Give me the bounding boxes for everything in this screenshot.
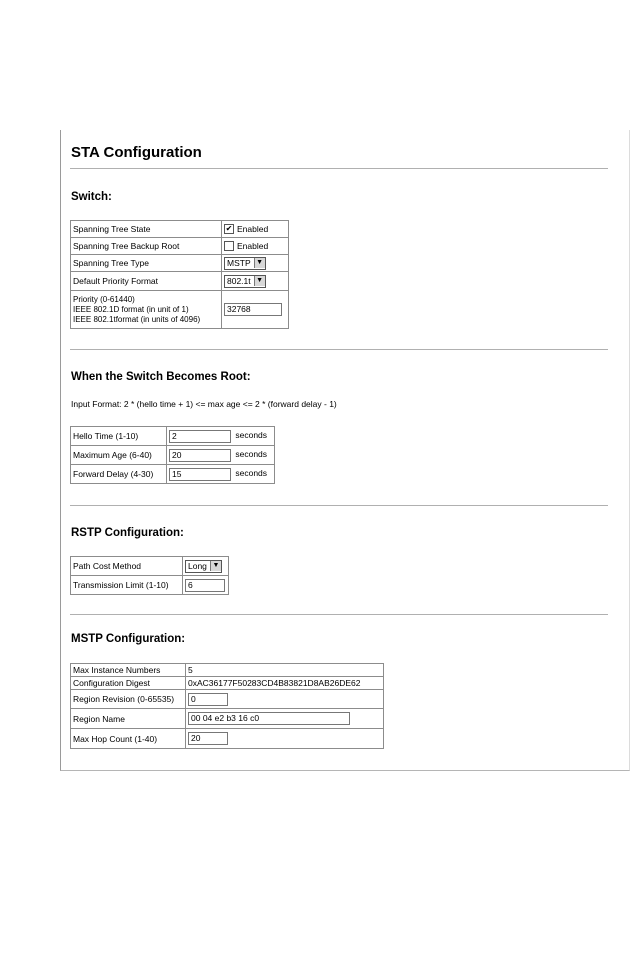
table-row [71, 576, 229, 595]
priority-label-line: Priority (0-61440) [73, 294, 135, 304]
priority-cell [222, 291, 289, 329]
dropdown-arrow-icon[interactable]: ▼ [210, 561, 221, 571]
switch-heading: Switch: [71, 191, 112, 203]
forward-delay-unit: seconds [235, 468, 268, 479]
table-row [71, 557, 229, 576]
max-instance-value: 5 [186, 664, 384, 677]
root-heading: When the Switch Becomes Root: [71, 371, 251, 383]
spanning-tree-state-value: Enabled [237, 223, 269, 234]
config-digest-label: Configuration Digest [71, 677, 186, 690]
transmission-limit-label: Transmission Limit (1-10) [71, 576, 183, 595]
hello-time-cell [167, 427, 275, 446]
switch-table [70, 220, 289, 329]
priority-format-select[interactable] [224, 275, 266, 288]
mstp-table [70, 663, 384, 749]
path-cost-label: Path Cost Method [71, 557, 183, 576]
region-name-cell [186, 709, 384, 729]
table-row [71, 677, 384, 690]
table-row [71, 238, 289, 255]
table-row [71, 709, 384, 729]
root-table [70, 426, 275, 484]
priority-label-line: IEEE 802.1D format (in unit of 1) [73, 304, 189, 314]
region-revision-label: Region Revision (0-65535) [71, 690, 186, 709]
backup-root-value: Enabled [237, 240, 269, 251]
region-revision-input[interactable]: 0 [188, 693, 228, 706]
region-revision-cell [186, 690, 384, 709]
mstp-heading: MSTP Configuration: [71, 633, 186, 645]
forward-delay-cell [167, 465, 275, 484]
region-name-label: Region Name [71, 709, 186, 729]
backup-root-label: Spanning Tree Backup Root [71, 238, 222, 255]
section-divider [70, 349, 608, 350]
input-format-note: Input Format: 2 * (hello time + 1) <= max age <= 2 * (forward delay - 1) [71, 399, 337, 409]
priority-input[interactable]: 32768 [224, 303, 282, 316]
region-name-input[interactable]: 00 04 e2 b3 16 c0 [188, 712, 350, 725]
max-age-input[interactable]: 20 [169, 449, 231, 462]
forward-delay-input[interactable]: 15 [169, 468, 231, 481]
config-digest-value: 0xAC36177F50283CD4B83821D8AB26DE62 [186, 677, 384, 690]
hello-time-input[interactable]: 2 [169, 430, 231, 443]
spanning-tree-state-label: Spanning Tree State [71, 221, 222, 238]
dropdown-arrow-icon[interactable]: ▼ [254, 276, 265, 286]
priority-format-cell [222, 272, 289, 291]
transmission-limit-input[interactable]: 6 [185, 579, 225, 592]
hello-time-label: Hello Time (1-10) [71, 427, 167, 446]
rstp-table [70, 556, 229, 595]
page-title: STA Configuration [71, 144, 202, 161]
max-hop-cell [186, 729, 384, 749]
spanning-tree-state-cell [222, 221, 289, 238]
path-cost-value: Long [188, 561, 207, 571]
table-row [71, 664, 384, 677]
table-row [71, 221, 289, 238]
rstp-heading: RSTP Configuration: [71, 527, 184, 539]
spanning-tree-type-value: MSTP [227, 258, 251, 268]
max-age-unit: seconds [235, 449, 268, 460]
spanning-tree-type-select[interactable] [224, 257, 266, 270]
section-divider [70, 614, 608, 615]
transmission-limit-cell [183, 576, 229, 595]
priority-label [71, 291, 222, 329]
priority-format-value: 802.1t [227, 276, 251, 286]
path-cost-select[interactable] [185, 560, 222, 573]
backup-root-checkbox[interactable] [224, 241, 234, 251]
table-row [71, 465, 275, 484]
spanning-tree-type-cell [222, 255, 289, 272]
spanning-tree-state-checkbox[interactable]: ✔ [225, 224, 233, 234]
max-hop-input[interactable]: 20 [188, 732, 228, 745]
title-divider [70, 168, 608, 169]
table-row [71, 690, 384, 709]
table-row [71, 729, 384, 749]
table-row [71, 427, 275, 446]
table-row [71, 272, 289, 291]
table-row [71, 291, 289, 329]
backup-root-cell [222, 238, 289, 255]
hello-time-unit: seconds [235, 430, 268, 441]
dropdown-arrow-icon[interactable]: ▼ [254, 258, 265, 268]
forward-delay-label: Forward Delay (4-30) [71, 465, 167, 484]
priority-label-line: IEEE 802.1tformat (in units of 4096) [73, 314, 201, 324]
section-divider [70, 505, 608, 506]
path-cost-cell [183, 557, 229, 576]
table-row [71, 255, 289, 272]
max-instance-label: Max Instance Numbers [71, 664, 186, 677]
spanning-tree-type-label: Spanning Tree Type [71, 255, 222, 272]
max-age-label: Maximum Age (6-40) [71, 446, 167, 465]
table-row [71, 446, 275, 465]
priority-format-label: Default Priority Format [71, 272, 222, 291]
max-age-cell [167, 446, 275, 465]
max-hop-label: Max Hop Count (1-40) [71, 729, 186, 749]
